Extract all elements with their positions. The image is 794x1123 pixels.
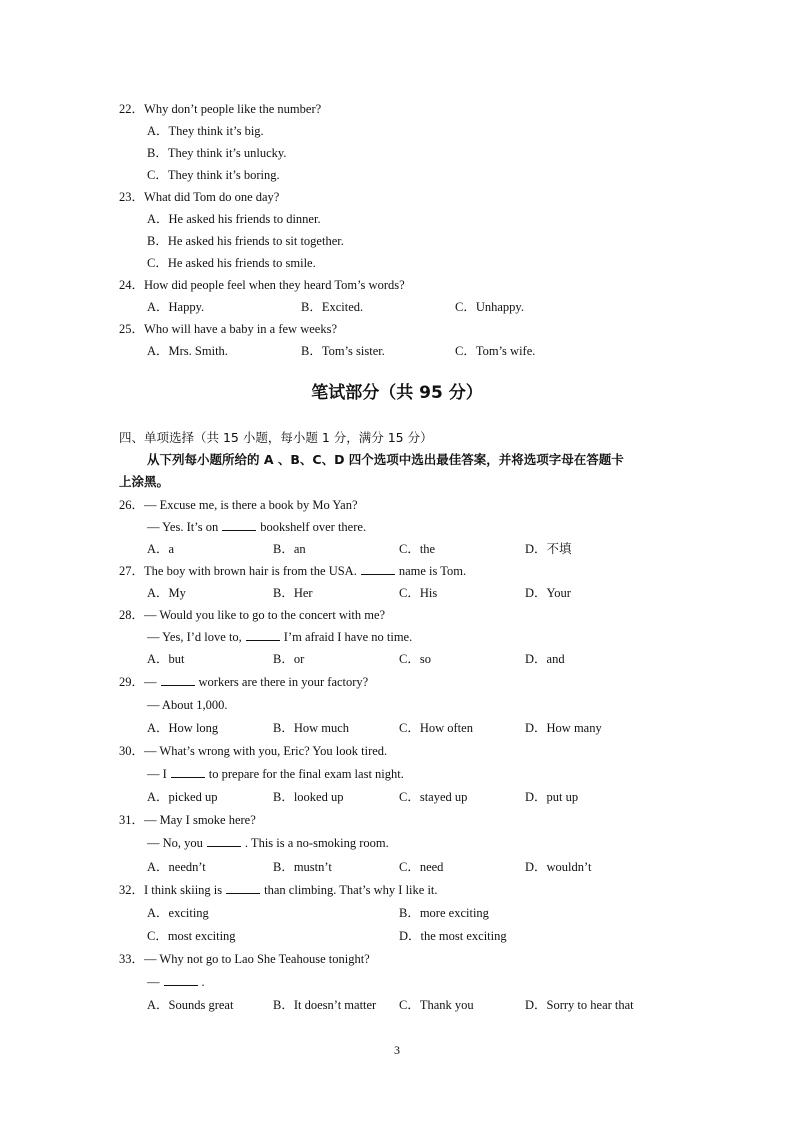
option-23a: A．He asked his friends to dinner. [147, 212, 321, 226]
section-title: 笔试部分（共 95 分） [311, 383, 483, 403]
option-26c: C．the [399, 542, 436, 556]
option-31a: A．needn’t [147, 860, 206, 874]
option-31b: B．mustn’t [273, 860, 332, 874]
option-26b: B．an [273, 542, 306, 556]
option-29c: C．How often [399, 721, 473, 735]
option-29b: B．How much [273, 721, 350, 735]
option-26d: D．不填 [525, 542, 572, 556]
question-31-line2: — No, you . This is a no-smoking room. [147, 836, 389, 850]
option-32d: D．the most exciting [399, 929, 507, 943]
answer-blank [164, 974, 198, 986]
option-30a: A．picked up [147, 790, 218, 804]
option-28b: B．or [273, 652, 305, 666]
option-29a: A．How long [147, 721, 219, 735]
option-28d: D．and [525, 652, 565, 666]
answer-blank [222, 519, 256, 531]
option-28c: C．so [399, 652, 431, 666]
option-27c: C．His [399, 586, 438, 600]
option-33a: A．Sounds great [147, 998, 234, 1012]
option-30c: C．stayed up [399, 790, 468, 804]
answer-blank [161, 674, 195, 686]
question-26: 26．— Excuse me, is there a book by Mo Yan? [119, 498, 358, 512]
option-31d: D．wouldn’t [525, 860, 592, 874]
question-25: 25．Who will have a baby in a few weeks? [119, 322, 337, 336]
question-32: 32．I think skiing is than climbing. That’s why I like it. [119, 883, 438, 897]
question-29: 29．— workers are there in your factory? [119, 675, 369, 689]
answer-blank [361, 563, 395, 575]
option-22a: A．They think it’s big. [147, 124, 264, 138]
section-instruction-1: 从下列每小题所给的 A 、B、C、D 四个选项中选出最佳答案，并将选项字母在答题卡 [147, 452, 624, 467]
option-26a: A．a [147, 542, 175, 556]
question-26-line2: — Yes. It’s on bookshelf over there. [147, 520, 367, 534]
question-23: 23．What did Tom do one day? [119, 190, 280, 204]
option-30b: B．looked up [273, 790, 344, 804]
question-22: 22．Why don’t people like the number? [119, 102, 322, 116]
option-33c: C．Thank you [399, 998, 474, 1012]
option-31c: C．need [399, 860, 444, 874]
question-30-line2: — I to prepare for the final exam last night. [147, 767, 404, 781]
option-24b: B．Excited. [301, 300, 364, 314]
option-25b: B．Tom’s sister. [301, 344, 385, 358]
page-number: 3 [394, 1043, 400, 1057]
option-27d: D．Your [525, 586, 571, 600]
question-28-line2: — Yes, I’d love to, I’m afraid I have no time. [147, 630, 413, 644]
option-33d: D．Sorry to hear that [525, 998, 634, 1012]
option-32b: B．more exciting [399, 906, 489, 920]
option-33b: B．It doesn’t matter [273, 998, 377, 1012]
answer-blank [226, 882, 260, 894]
option-25a: A．Mrs. Smith. [147, 344, 228, 358]
option-29d: D．How many [525, 721, 602, 735]
question-33-line2: — . [147, 975, 205, 989]
option-28a: A．but [147, 652, 185, 666]
option-32c: C．most exciting [147, 929, 236, 943]
section-heading: 四、单项选择（共 15 小题，每小题 1 分，满分 15 分） [119, 430, 433, 445]
option-23c: C．He asked his friends to smile. [147, 256, 316, 270]
question-33: 33．— Why not go to Lao She Teahouse tonight? [119, 952, 370, 966]
option-25c: C．Tom’s wife. [455, 344, 536, 358]
option-24a: A．Happy. [147, 300, 205, 314]
answer-blank [171, 766, 205, 778]
answer-blank [207, 835, 241, 847]
question-29-line2: — About 1,000. [147, 698, 228, 712]
option-30d: D．put up [525, 790, 579, 804]
question-27: 27．The boy with brown hair is from the USA. name is Tom. [119, 564, 467, 578]
question-30: 30．— What’s wrong with you, Eric? You look tired. [119, 744, 388, 758]
section-instruction-2: 上涂黑。 [119, 474, 170, 489]
option-32a: A．exciting [147, 906, 209, 920]
option-24c: C．Unhappy. [455, 300, 524, 314]
option-22b: B．They think it’s unlucky. [147, 146, 287, 160]
question-28: 28．— Would you like to go to the concert with me? [119, 608, 386, 622]
question-31: 31．— May I smoke here? [119, 813, 256, 827]
option-23b: B．He asked his friends to sit together. [147, 234, 344, 248]
option-27b: B．Her [273, 586, 313, 600]
option-22c: C．They think it’s boring. [147, 168, 280, 182]
question-24: 24．How did people feel when they heard Tom’s words? [119, 278, 405, 292]
answer-blank [246, 629, 280, 641]
option-27a: A．My [147, 586, 186, 600]
